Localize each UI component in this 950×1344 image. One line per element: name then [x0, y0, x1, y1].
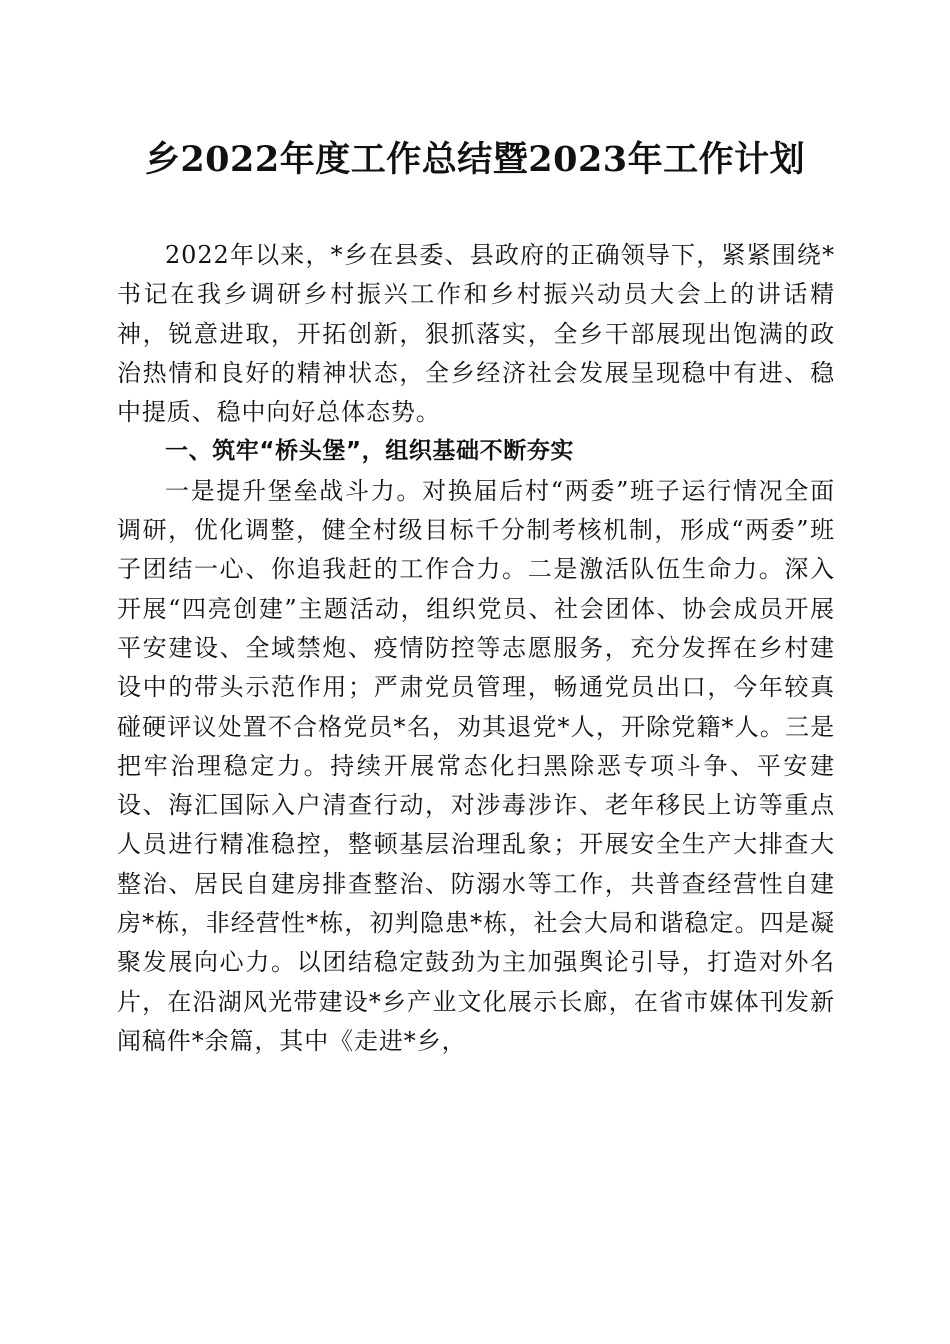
intro-paragraph: 2022年以来，*乡在县委、县政府的正确领导下，紧紧围绕*书记在我乡调研乡村振兴工作和乡村振兴动员大会上的讲话精神，锐意进取，开拓创新，狠抓落实，全乡干部展现出饱满的政治热情和良好的精神状态，全乡经济社会发展呈现稳中有进、稳中提质、稳中向好总体态势。 [117, 241, 835, 427]
section-paragraph: 一是提升堡垒战斗力。对换届后村“两委”班子运行情况全面调研，优化调整，健全村级目标千分制考核机制，形成“两委”班子团结一心、你追我赶的工作合力。二是激活队伍生命力。深入开展“四亮创建”主题活动，组织党员、社会团体、协会成员开展平安建设、全域禁炮、疫情防控等志愿服务，充分发挥在乡村建设中的带头示范作用；严肃党员管理，畅通党员出口，今年较真碰硬评议处置不合格党员*名，劝其退党*人，开除党籍*人。三是把牢治理稳定力。持续开展常态化扫黑除恶专项斗争、平安建设、海汇国际入户清查行动，对涉毒涉诈、老年移民上访等重点人员进行精准稳控，整顿基层治理乱象；开展安全生产大排查大整治、居民自建房排查整治、防溺水等工作，共普查经营性自建房*栋，非经营性*栋，初判隐患*栋，社会大局和谐稳定。四是凝聚发展向心力。以团结稳定鼓劲为主加强舆论引导，打造对外名片，在沿湖风光带建设*乡产业文化展示长廊，在省市媒体刊发新闻稿件*余篇，其中《走进*乡， [117, 476, 835, 1055]
document-title: 乡2022年度工作总结暨2023年工作计划 [144, 139, 806, 180]
document-body [117, 236, 835, 1061]
section-heading: 一、筑牢“桥头堡”，组织基础不断夯实 [165, 438, 575, 465]
